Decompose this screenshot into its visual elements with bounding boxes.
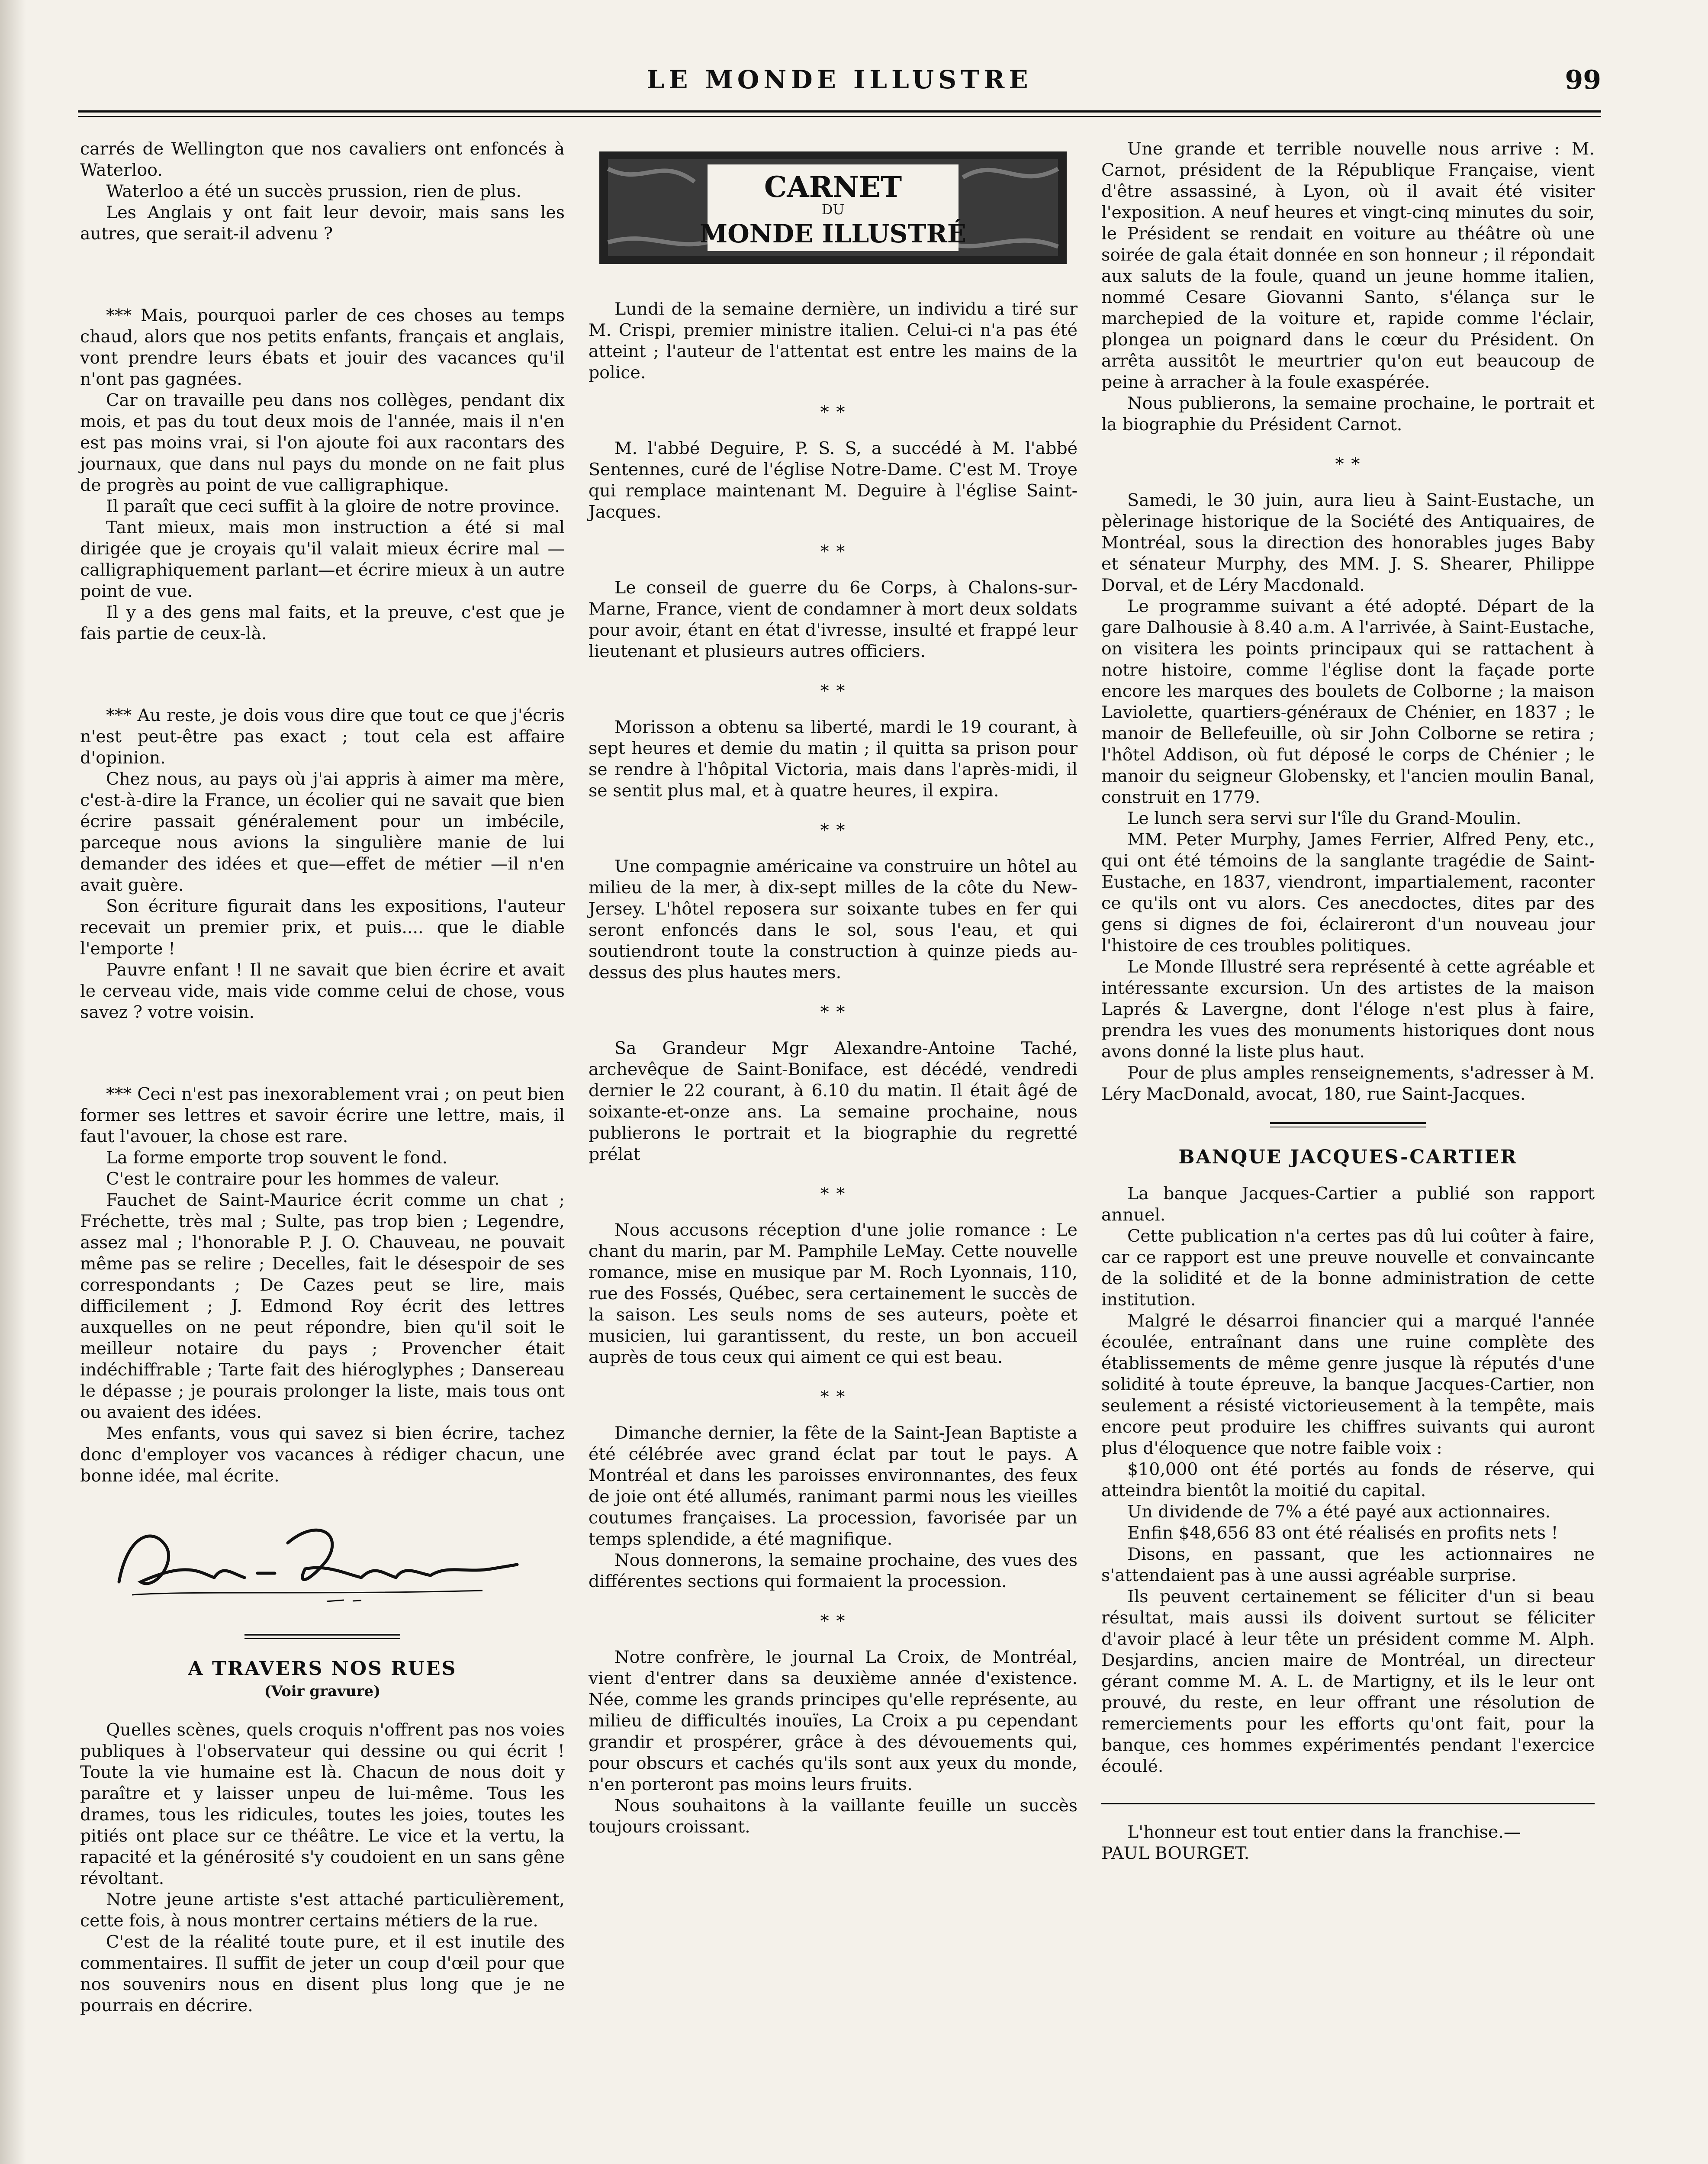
paragraph: Il paraît que ceci suffit à la gloire de notre province. [106, 496, 560, 516]
paragraph: C'est de la réalité toute pure, et il est inutile des commentaires. Il suffit de jeter un coup d'œil pour que nos souvenirs nous en disent plus long que je ne pourrais en décrire. [80, 1932, 565, 2016]
paragraph: Cette publication n'a certes pas dû lui coûter à faire, car ce rapport est une preuve nouvelle et convaincante de la solidité et de la bonne administration de cette institution. [1101, 1226, 1595, 1310]
paragraph: M. l'abbé Deguire, P. S. S, a succédé à M. l'abbé Sentennes, curé de l'église Notre-Dame. C'est M. Troye qui remplace maintenant M. Deguire à l'église Saint-Jacques. [589, 438, 1078, 522]
paragraph: Mes enfants, vous qui savez si bien écrire, tachez donc d'employer vos vacances à rédiger chacun, une bonne idée, mal écrite. [80, 1423, 565, 1486]
column-left [80, 138, 565, 2016]
paragraph: Nous accusons réception d'une jolie romance : Le chant du marin, par M. Pamphile LeMay. Cette nouvelle romance, mise en musique par M. Roch Lyonnais, 110, rue des Fossés, Québec, sera certainement le succès de la saison. Les seuls noms de ses auteurs, poète et musicien, lui garantissent, du reste, un bon accueil auprès de tous ceux qui aiment ce qui est beau. [589, 1220, 1078, 1367]
paragraph: Dimanche dernier, la fête de la Saint-Jean Baptiste a été célébrée avec grand éclat par tout le pays. A Montréal et dans les paroisses environnantes, des feux de joie ont été allumés, ranimant parmi nous les vieilles coutumes françaises. La procession, favorisée par un temps splendide, a été magnifique. [589, 1423, 1078, 1549]
paragraph: *** Ceci n'est pas inexorablement vrai ; on peut bien former ses lettres et savoir écrire une lettre, mais, il faut l'avouer, la chose est rare. [80, 1084, 565, 1146]
paragraph: Enfin $48,656 83 ont été réalisés en profits nets ! [1127, 1523, 1558, 1543]
section-stars: * * [820, 821, 846, 840]
paragraph: Il y a des gens mal faits, et la preuve, c'est que je fais partie de ceux-là. [80, 602, 565, 644]
paragraph: Fauchet de Saint-Maurice écrit comme un chat ; Fréchette, très mal ; Sulte, pas trop bien ; Legendre, assez mal ; l'honorable P. J. O. Chauveau, ne pouvait même pas se relire ; Decelles, fait le désespoir de ses correspondants ; De Cazes peut se lire, mais difficilement ; J. Edmond Roy écrit des lettres auxquelles on ne peut répondre, bien qu'il soit le meilleur notaire du pays ; Provencher était indéchiffrable ; Tarte fait des hiéroglyphes ; Dansereau le dépasse ; je pourais prolonger la liste, mais tous ont ou avaient des idées. [80, 1190, 565, 1422]
paragraph: Son écriture figurait dans les expositions, l'auteur recevait un premier prix, et puis.... que le diable l'emporte ! [80, 896, 565, 959]
section-rule [1270, 1122, 1426, 1124]
paragraph: Morisson a obtenu sa liberté, mardi le 19 courant, à sept heures et demie du matin ; il quitta sa prison pour se rendre à l'hôpital Victoria, mais dans l'après-midi, il se sentit plus mal, et à quatre heures, il expira. [589, 717, 1078, 801]
section-title: BANQUE JACQUES-CARTIER [1178, 1146, 1518, 1168]
column-middle [589, 138, 1078, 1838]
paragraph: Le Monde Illustré sera représenté à cette agréable et intéressante excursion. Un des artistes de la maison Laprés & Lavergne, dont l'éloge n'est plus à faire, prendra les vues des monuments historiques dont nous avons donné la liste plus haut. [1101, 957, 1595, 1062]
logo-line1: CARNET [764, 170, 902, 204]
section-stars: * * [820, 403, 846, 422]
paragraph: Quelles scènes, quels croquis n'offrent pas nos voies publiques à l'observateur qui dessine ou qui écrit ! Toute la vie humaine est là. Chacun de nous doit y paraître et y laisser unpeu de lui-même. Tous les drames, tous les ridicules, toutes les joies, toutes les pitiés ont place sur ce théâtre. Le vice et la vertu, la rapacité et la générosité s'y coudoient en un sans gêne révoltant. [80, 1720, 565, 1888]
section-stars: * * [1335, 454, 1361, 474]
paragraph: La forme emporte trop souvent le fond. [106, 1148, 448, 1168]
header-rule-top [78, 110, 1601, 113]
section-stars: * * [820, 1387, 846, 1407]
section-stars: * * [820, 542, 846, 562]
paragraph: carrés de Wellington que nos cavaliers ont enfoncés à Waterloo. [80, 139, 565, 180]
paragraph: Le lunch sera servi sur l'île du Grand-Moulin. [1127, 808, 1521, 828]
paragraph: Nous souhaitons à la vaillante feuille un succès toujours croissant. [589, 1796, 1078, 1837]
newspaper-title: LE MONDE ILLUSTRE [647, 65, 1033, 94]
paragraph: Notre confrère, le journal La Croix, de Montréal, vient d'entrer dans sa deuxième année d'existence. Née, comme les grands principes qu'elle représente, au milieu de difficultés inouïes, La Croix a pu cependant grandir et prospérer, grâce à des dévouements qui, pour obscurs et cachés qu'ils sont aux yeux du monde, n'en porteront pas moins leurs fruits. [589, 1647, 1078, 1794]
column-right [1101, 138, 1595, 1864]
section-stars: * * [820, 1611, 846, 1631]
quote: L'honneur est tout entier dans la franchise.— [1127, 1822, 1521, 1842]
carnet-logo [591, 143, 1075, 273]
paragraph: La banque Jacques-Cartier a publié son rapport annuel. [1101, 1184, 1595, 1225]
paragraph: *** Mais, pourquoi parler de ces choses au temps chaud, alors que nos petits enfants, français et anglais, vont prendre leurs ébats et jouir des vacances qu'il n'ont pas gagnées. [80, 306, 565, 389]
page-number: 99 [1565, 65, 1601, 95]
paragraph: Un dividende de 7% a été payé aux actionnaires. [1127, 1502, 1551, 1522]
section-rule [244, 1634, 400, 1636]
logo-line3: MONDE ILLUSTRÉ [700, 219, 966, 248]
paragraph: $10,000 ont été portés au fonds de réserve, qui atteindra bientôt la moitié du capital. [1101, 1459, 1595, 1501]
paragraph: MM. Peter Murphy, James Ferrier, Alfred Peny, etc., qui ont été témoins de la sanglante tragédie de Saint-Eustache, en 1837, viendront, impartialement, raconter ce qu'ils ont vu alors. Ces anecdoctes, dites par des gens si dignes de foi, éclaireront d'un nouveau jour l'histoire de ces troubles politiques. [1101, 830, 1595, 956]
section-rule-thin [244, 1638, 400, 1639]
paragraph: Samedi, le 30 juin, aura lieu à Saint-Eustache, un pèlerinage historique de la Société des Antiquaires, de Montréal, sous la direction des honorables juges Baby et sénateur Murphy, des MM. J. S. Shearer, Philippe Dorval, et de Léry Macdonald. [1101, 490, 1595, 595]
paragraph: Le programme suivant a été adopté. Départ de la gare Dalhousie à 8.40 a.m. A l'arrivée, à Saint-Eustache, on visitera les points principaux qui se rattachent à notre histoire, comme l'église dont la façade porte encore les marques des boulets de Colborne ; la maison Laviolette, quartiers-généraux de Chénier, en 1837 ; le manoir de Bellefeuille, où sir John Colborne se retira ; l'hôtel Addison, où fut déposé le corps de Chénier ; le manoir du seigneur Globensky, et l'ancien moulin Banal, construit en 1779. [1101, 596, 1595, 807]
paragraph: Le conseil de guerre du 6e Corps, à Chalons-sur-Marne, France, vient de condamner à mort deux soldats pour avoir, étant en état d'ivresse, insulté et frappé leur lieutenant et plusieurs autres officiers. [589, 578, 1078, 661]
paragraph: C'est le contraire pour les hommes de valeur. [106, 1169, 500, 1189]
paragraph: Pauvre enfant ! Il ne savait que bien écrire et avait le cerveau vide, mais vide comme celui de chose, vous savez ? votre voisin. [80, 960, 565, 1022]
page-header [78, 65, 1601, 100]
paragraph: Les Anglais y ont fait leur devoir, mais sans les autres, que serait-il advenu ? [80, 203, 565, 244]
header-rule-bottom [78, 116, 1601, 117]
author-signature [102, 1508, 534, 1617]
quote-rule [1101, 1803, 1595, 1804]
paragraph: Notre jeune artiste s'est attaché particulièrement, cette fois, à nous montrer certains métiers de la rue. [80, 1890, 565, 1931]
paragraph: Chez nous, au pays où j'ai appris à aimer ma mère, c'est-à-dire la France, un écolier qui ne savait que bien écrire passait généralement pour un imbécile, parceque nous avions la singulière manie de lui demander des idées et que—effet de métier —il n'en avait guère. [80, 769, 565, 895]
paragraph: *** Au reste, je dois vous dire que tout ce que j'écris n'est peut-être pas exact ; tout cela est affaire d'opinion. [80, 705, 565, 768]
section-stars: * * [820, 1184, 846, 1204]
quote-author: PAUL BOURGET. [1101, 1843, 1250, 1863]
section-subtitle: (Voir gravure) [264, 1683, 381, 1700]
paragraph: Car on travaille peu dans nos collèges, pendant dix mois, et pas du tout deux mois de l'année, mais il n'en est pas moins vrai, si l'on ajoute foi aux racontars des journaux, que dans nul pays du monde on ne fait plus de progrès au point de vue calligraphique. [80, 390, 565, 495]
paragraph: Tant mieux, mais mon instruction a été si mal dirigée que je croyais qu'il valait mieux écrire mal —calligraphiquement parlant—et écrire mieux à un autre point de vue. [80, 518, 565, 601]
section-title: A TRAVERS NOS RUES [188, 1658, 457, 1680]
paragraph: Nous donnerons, la semaine prochaine, des vues des différentes sections qui formaient la procession. [589, 1550, 1078, 1591]
logo-line2: DU [821, 201, 845, 218]
section-stars: * * [820, 681, 846, 701]
paragraph: Malgré le désarroi financier qui a marqué l'année écoulée, entraînant dans une ruine complète des établissements de même genre jusque là réputés d'une solidité à toute épreuve, la banque Jacques-Cartier, non seulement a résisté victorieusement à la tempête, mais encore peut produire les chiffres suivants qui auront plus d'éloquence que notre faible voix : [1101, 1311, 1595, 1458]
paragraph: Disons, en passant, que les actionnaires ne s'attendaient pas à une aussi agréable surprise. [1101, 1544, 1595, 1585]
paragraph: Lundi de la semaine dernière, un individu a tiré sur M. Crispi, premier ministre italien. Celui-ci n'a pas été atteint ; l'auteur de l'attentat est entre les mains de la police. [589, 299, 1078, 383]
section-stars: * * [820, 1002, 846, 1022]
paragraph: Pour de plus amples renseignements, s'adresser à M. Léry MacDonald, avocat, 180, rue Saint-Jacques. [1101, 1063, 1595, 1104]
paragraph: Une grande et terrible nouvelle nous arrive : M. Carnot, président de la République Française, vient d'être assassiné, à Lyon, où il avait été visiter l'exposition. A neuf heures et vingt-cinq minutes du soir, le Président se rendait en voiture au théâtre où une soirée de gala était donnée en son honneur ; il répondait aux saluts de la foule, quand un jeune homme italien, nommé Cesare Giovanni Santo, s'élança sur le marchepied de la voiture et, rapide comme l'éclair, plongea un poignard dans le cœur du Président. On arrêta aussitôt le meurtrier qu'on eut beaucoup de peine à arracher à la foule exaspérée. [1101, 139, 1595, 392]
paragraph: Une compagnie américaine va construire un hôtel au milieu de la mer, à dix-sept milles de la côte du New-Jersey. L'hôtel reposera sur soixante tubes en fer qui seront enfoncés dans le sol, sous l'eau, et qui soutiendront toute la construction à quinze pieds au-dessus des plus hautes mers. [589, 857, 1078, 982]
paragraph: Waterloo a été un succès prussion, rien de plus. [106, 181, 521, 201]
paragraph: Sa Grandeur Mgr Alexandre-Antoine Taché, archevêque de Saint-Boniface, est décédé, vendredi dernier le 22 courant, à 6.10 du matin. Il était âgé de soixante-et-onze ans. La semaine prochaine, nous publierons le portrait et la biographie du regretté prélat [589, 1038, 1078, 1164]
paragraph: Ils peuvent certainement se féliciter d'un si beau résultat, mais aussi ils doivent surtout se féliciter d'avoir placé à leur tête un président comme M. Alph. Desjardins, ancien maire de Montréal, un directeur gérant comme M. A. L. de Martigny, et ils le leur ont prouvé, du reste, en leur offrant une résolution de remerciements pour les efforts qu'ont fait, pour la banque, ces hommes expérimentés pendant l'exercice écoulé. [1101, 1587, 1595, 1776]
paragraph: Nous publierons, la semaine prochaine, le portrait et la biographie du Président Carnot. [1101, 393, 1595, 435]
scan-edge [0, 0, 26, 2164]
